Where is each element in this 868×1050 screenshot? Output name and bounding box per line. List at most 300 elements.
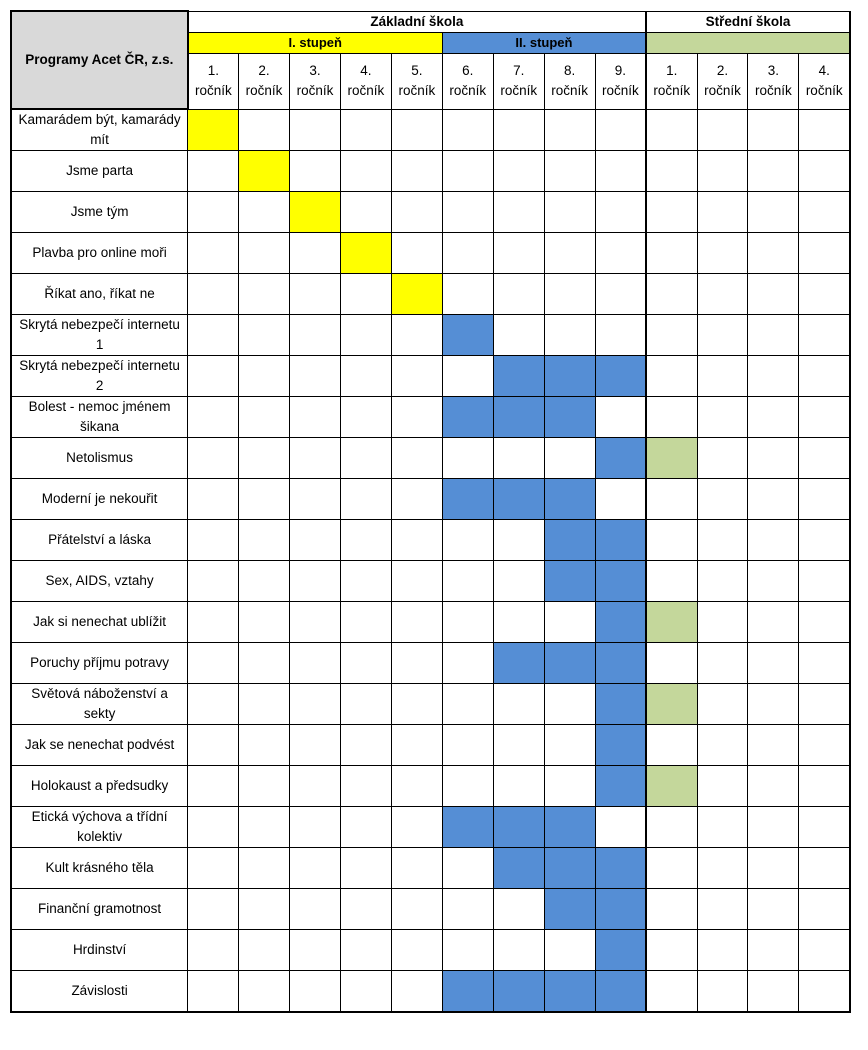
- grade-cell-3: [290, 233, 341, 274]
- grade-cell-4: [340, 807, 391, 848]
- table-row: [11, 807, 850, 848]
- grade-cell-11: [697, 397, 748, 438]
- grade-cell-11: [697, 561, 748, 602]
- grade-cell-12: [748, 151, 799, 192]
- grade-cell-9: [595, 315, 646, 356]
- grade-header-6: 6. ročník: [442, 53, 493, 109]
- grade-cell-12: [748, 889, 799, 930]
- grade-cell-6: [442, 315, 493, 356]
- grade-cell-13: [799, 889, 850, 930]
- grade-cell-9: [595, 520, 646, 561]
- grade-cell-13: [799, 561, 850, 602]
- grade-cell-2: [239, 602, 290, 643]
- grade-cell-3: [290, 930, 341, 971]
- grade-cell-13: [799, 725, 850, 766]
- grade-cell-4: [340, 930, 391, 971]
- table-row: [11, 356, 850, 397]
- program-name: Skrytá nebezpečí internetu 1: [11, 315, 188, 356]
- grade-cell-11: [697, 766, 748, 807]
- grade-cell-11: [697, 233, 748, 274]
- grade-cell-13: [799, 643, 850, 684]
- grade-cell-1: [188, 479, 239, 520]
- grade-cell-9: [595, 643, 646, 684]
- grade-cell-8: [544, 274, 595, 315]
- program-name: Moderní je nekouřit: [11, 479, 188, 520]
- grade-cell-6: [442, 561, 493, 602]
- grade-cell-9: [595, 274, 646, 315]
- program-name: Skrytá nebezpečí internetu 2: [11, 356, 188, 397]
- grade-cell-3: [290, 971, 341, 1013]
- grade-cell-7: [493, 274, 544, 315]
- grade-cell-10: [646, 151, 697, 192]
- grade-cell-8: [544, 930, 595, 971]
- grade-header-4: 4. ročník: [340, 53, 391, 109]
- grade-cell-12: [748, 192, 799, 233]
- grade-cell-10: [646, 848, 697, 889]
- program-rows: [11, 109, 850, 1012]
- grade-cell-5: [391, 930, 442, 971]
- grade-header-5: 5. ročník: [391, 53, 442, 109]
- table-row: [11, 109, 850, 151]
- grade-cell-8: [544, 807, 595, 848]
- grade-cell-10: [646, 233, 697, 274]
- grade-cell-6: [442, 274, 493, 315]
- grade-cell-12: [748, 438, 799, 479]
- table-row: [11, 192, 850, 233]
- program-name: Hrdinství: [11, 930, 188, 971]
- grade-cell-8: [544, 233, 595, 274]
- school-stredni: Střední škola: [646, 11, 850, 32]
- grade-cell-2: [239, 520, 290, 561]
- grade-header-11: 2. ročník: [697, 53, 748, 109]
- grade-cell-9: [595, 766, 646, 807]
- grade-cell-8: [544, 766, 595, 807]
- grade-cell-3: [290, 889, 341, 930]
- grade-cell-10: [646, 479, 697, 520]
- grade-header-3: 3. ročník: [290, 53, 341, 109]
- table-row: [11, 274, 850, 315]
- grade-cell-13: [799, 766, 850, 807]
- grade-cell-12: [748, 930, 799, 971]
- grade-cell-2: [239, 192, 290, 233]
- grade-cell-13: [799, 151, 850, 192]
- grade-header-13: 4. ročník: [799, 53, 850, 109]
- grade-cell-12: [748, 315, 799, 356]
- grade-cell-4: [340, 725, 391, 766]
- grade-cell-11: [697, 602, 748, 643]
- grade-cell-4: [340, 848, 391, 889]
- table-row: [11, 602, 850, 643]
- program-name: Bolest - nemoc jménem šikana: [11, 397, 188, 438]
- program-name: Přátelství a láska: [11, 520, 188, 561]
- grade-cell-6: [442, 930, 493, 971]
- grade-cell-7: [493, 520, 544, 561]
- table-row: [11, 848, 850, 889]
- grade-cell-13: [799, 930, 850, 971]
- grade-cell-11: [697, 643, 748, 684]
- grade-cell-4: [340, 971, 391, 1013]
- grade-cell-10: [646, 274, 697, 315]
- program-name: Finanční gramotnost: [11, 889, 188, 930]
- grade-cell-1: [188, 315, 239, 356]
- table-row: [11, 438, 850, 479]
- grade-cell-1: [188, 930, 239, 971]
- school-zakladni: Základní škola: [188, 11, 646, 32]
- grade-cell-11: [697, 684, 748, 725]
- grade-cell-12: [748, 561, 799, 602]
- table-row: [11, 315, 850, 356]
- grade-cell-3: [290, 848, 341, 889]
- grade-cell-3: [290, 397, 341, 438]
- grade-cell-11: [697, 889, 748, 930]
- program-name: Světová náboženství a sekty: [11, 684, 188, 725]
- grade-cell-2: [239, 889, 290, 930]
- grade-cell-11: [697, 971, 748, 1013]
- grade-cell-10: [646, 561, 697, 602]
- grade-cell-10: [646, 192, 697, 233]
- grade-cell-3: [290, 684, 341, 725]
- grade-cell-13: [799, 274, 850, 315]
- grade-cell-7: [493, 807, 544, 848]
- grade-cell-6: [442, 109, 493, 151]
- grade-cell-13: [799, 971, 850, 1013]
- grade-cell-11: [697, 930, 748, 971]
- grade-cell-11: [697, 438, 748, 479]
- grade-cell-7: [493, 971, 544, 1013]
- grade-cell-13: [799, 602, 850, 643]
- grade-cell-7: [493, 725, 544, 766]
- grade-cell-5: [391, 315, 442, 356]
- grade-cell-1: [188, 561, 239, 602]
- grade-cell-12: [748, 356, 799, 397]
- grade-cell-7: [493, 192, 544, 233]
- grade-cell-1: [188, 971, 239, 1013]
- grade-cell-6: [442, 766, 493, 807]
- grade-cell-3: [290, 274, 341, 315]
- grade-cell-8: [544, 109, 595, 151]
- grade-cell-5: [391, 438, 442, 479]
- grade-cell-2: [239, 479, 290, 520]
- grade-cell-8: [544, 684, 595, 725]
- grade-cell-1: [188, 684, 239, 725]
- grade-cell-5: [391, 725, 442, 766]
- grade-cell-2: [239, 233, 290, 274]
- grade-cell-10: [646, 438, 697, 479]
- grade-cell-7: [493, 930, 544, 971]
- grade-header-2: 2. ročník: [239, 53, 290, 109]
- grade-cell-7: [493, 889, 544, 930]
- grade-cell-2: [239, 766, 290, 807]
- table-row: [11, 725, 850, 766]
- grade-cell-3: [290, 602, 341, 643]
- grade-cell-12: [748, 602, 799, 643]
- grade-cell-9: [595, 807, 646, 848]
- table-row: [11, 889, 850, 930]
- table-row: [11, 479, 850, 520]
- grade-cell-8: [544, 151, 595, 192]
- grade-cell-2: [239, 438, 290, 479]
- table-title: Programy Acet ČR, z.s.: [11, 11, 188, 109]
- grade-cell-5: [391, 151, 442, 192]
- grade-cell-3: [290, 561, 341, 602]
- grade-cell-5: [391, 520, 442, 561]
- grade-cell-3: [290, 725, 341, 766]
- program-name: Etická výchova a třídní kolektiv: [11, 807, 188, 848]
- grade-cell-8: [544, 315, 595, 356]
- grade-cell-6: [442, 848, 493, 889]
- grade-cell-4: [340, 109, 391, 151]
- grade-cell-11: [697, 848, 748, 889]
- grade-cell-12: [748, 766, 799, 807]
- grade-cell-5: [391, 602, 442, 643]
- grade-cell-7: [493, 479, 544, 520]
- grade-cell-1: [188, 766, 239, 807]
- grade-cell-4: [340, 520, 391, 561]
- grade-cell-6: [442, 725, 493, 766]
- grade-cell-6: [442, 192, 493, 233]
- grade-cell-4: [340, 684, 391, 725]
- grade-cell-3: [290, 315, 341, 356]
- grade-cell-3: [290, 438, 341, 479]
- grade-cell-13: [799, 192, 850, 233]
- grade-cell-12: [748, 725, 799, 766]
- program-name: Jak si nenechat ublížit: [11, 602, 188, 643]
- grade-cell-5: [391, 766, 442, 807]
- grade-cell-12: [748, 109, 799, 151]
- grade-cell-10: [646, 520, 697, 561]
- grade-cell-3: [290, 807, 341, 848]
- grade-cell-3: [290, 151, 341, 192]
- grade-cell-1: [188, 151, 239, 192]
- grade-cell-5: [391, 397, 442, 438]
- grade-cell-7: [493, 151, 544, 192]
- grade-cell-2: [239, 971, 290, 1013]
- grade-cell-4: [340, 602, 391, 643]
- grade-cell-5: [391, 848, 442, 889]
- grade-cell-10: [646, 725, 697, 766]
- grade-cell-13: [799, 807, 850, 848]
- table-row: [11, 643, 850, 684]
- stage-secondary: [646, 32, 850, 53]
- grade-cell-5: [391, 192, 442, 233]
- grade-cell-9: [595, 109, 646, 151]
- grade-cell-5: [391, 807, 442, 848]
- grade-cell-1: [188, 438, 239, 479]
- grade-cell-7: [493, 684, 544, 725]
- grade-cell-11: [697, 192, 748, 233]
- grade-cell-4: [340, 561, 391, 602]
- grade-cell-12: [748, 520, 799, 561]
- grade-cell-7: [493, 848, 544, 889]
- grade-cell-4: [340, 315, 391, 356]
- grade-cell-13: [799, 109, 850, 151]
- grade-cell-3: [290, 109, 341, 151]
- grade-cell-13: [799, 397, 850, 438]
- grade-cell-9: [595, 561, 646, 602]
- grade-cell-4: [340, 274, 391, 315]
- grade-cell-4: [340, 192, 391, 233]
- stage-second: II. stupeň: [442, 32, 646, 53]
- grade-header-9: 9. ročník: [595, 53, 646, 109]
- grade-cell-4: [340, 438, 391, 479]
- grade-cell-4: [340, 479, 391, 520]
- grade-cell-13: [799, 848, 850, 889]
- school-header-row: [11, 11, 850, 32]
- grade-cell-10: [646, 889, 697, 930]
- grade-cell-7: [493, 643, 544, 684]
- grade-cell-1: [188, 397, 239, 438]
- program-name: Holokaust a předsudky: [11, 766, 188, 807]
- grade-cell-10: [646, 643, 697, 684]
- program-name: Říkat ano, říkat ne: [11, 274, 188, 315]
- grade-cell-8: [544, 397, 595, 438]
- grade-cell-6: [442, 479, 493, 520]
- grade-cell-7: [493, 766, 544, 807]
- program-name: Sex, AIDS, vztahy: [11, 561, 188, 602]
- grade-cell-6: [442, 889, 493, 930]
- grade-header-8: 8. ročník: [544, 53, 595, 109]
- grade-cell-10: [646, 356, 697, 397]
- grade-cell-4: [340, 889, 391, 930]
- grade-cell-8: [544, 889, 595, 930]
- grade-cell-7: [493, 397, 544, 438]
- grade-cell-4: [340, 397, 391, 438]
- grade-cell-2: [239, 561, 290, 602]
- grade-cell-13: [799, 356, 850, 397]
- grade-cell-12: [748, 684, 799, 725]
- grade-cell-2: [239, 807, 290, 848]
- grade-cell-7: [493, 233, 544, 274]
- grade-header-12: 3. ročník: [748, 53, 799, 109]
- grade-header-7: 7. ročník: [493, 53, 544, 109]
- grade-cell-8: [544, 561, 595, 602]
- grade-cell-3: [290, 643, 341, 684]
- grade-cell-8: [544, 356, 595, 397]
- grade-cell-8: [544, 602, 595, 643]
- grade-cell-12: [748, 233, 799, 274]
- grade-cell-5: [391, 233, 442, 274]
- grade-cell-11: [697, 151, 748, 192]
- grade-cell-6: [442, 438, 493, 479]
- grade-cell-5: [391, 561, 442, 602]
- grade-cell-7: [493, 602, 544, 643]
- grade-cell-8: [544, 192, 595, 233]
- grade-cell-10: [646, 397, 697, 438]
- grade-cell-8: [544, 479, 595, 520]
- grade-cell-9: [595, 930, 646, 971]
- grade-cell-3: [290, 766, 341, 807]
- grade-cell-2: [239, 848, 290, 889]
- table-row: [11, 930, 850, 971]
- grade-cell-13: [799, 520, 850, 561]
- grade-cell-1: [188, 807, 239, 848]
- grade-cell-6: [442, 520, 493, 561]
- grade-cell-3: [290, 192, 341, 233]
- program-grid: [10, 10, 851, 1013]
- table-row: [11, 561, 850, 602]
- grade-cell-8: [544, 725, 595, 766]
- grade-cell-1: [188, 356, 239, 397]
- table-row: [11, 766, 850, 807]
- grade-cell-6: [442, 151, 493, 192]
- grade-cell-12: [748, 643, 799, 684]
- grade-cell-5: [391, 889, 442, 930]
- grade-cell-4: [340, 766, 391, 807]
- grade-cell-8: [544, 438, 595, 479]
- grade-cell-4: [340, 151, 391, 192]
- grade-cell-9: [595, 356, 646, 397]
- grade-cell-13: [799, 438, 850, 479]
- grade-cell-7: [493, 315, 544, 356]
- grade-cell-1: [188, 109, 239, 151]
- grade-cell-13: [799, 315, 850, 356]
- grade-cell-6: [442, 643, 493, 684]
- grade-cell-2: [239, 725, 290, 766]
- program-name: Kult krásného těla: [11, 848, 188, 889]
- grade-cell-7: [493, 561, 544, 602]
- grade-cell-9: [595, 725, 646, 766]
- grade-cell-5: [391, 274, 442, 315]
- table-row: [11, 971, 850, 1013]
- program-name: Jsme tým: [11, 192, 188, 233]
- program-name: Jak se nenechat podvést: [11, 725, 188, 766]
- table-row: [11, 233, 850, 274]
- grade-cell-10: [646, 602, 697, 643]
- grade-cell-5: [391, 356, 442, 397]
- grade-cell-10: [646, 109, 697, 151]
- program-name: Kamarádem být, kamarády mít: [11, 109, 188, 151]
- grade-cell-5: [391, 479, 442, 520]
- grade-cell-9: [595, 192, 646, 233]
- grade-cell-10: [646, 930, 697, 971]
- grade-cell-13: [799, 684, 850, 725]
- grade-header-10: 1. ročník: [646, 53, 697, 109]
- grade-cell-2: [239, 356, 290, 397]
- grade-cell-1: [188, 192, 239, 233]
- grade-cell-2: [239, 397, 290, 438]
- grade-cell-2: [239, 643, 290, 684]
- grade-cell-2: [239, 315, 290, 356]
- grade-cell-1: [188, 602, 239, 643]
- table-row: [11, 684, 850, 725]
- grade-cell-1: [188, 725, 239, 766]
- grade-cell-9: [595, 971, 646, 1013]
- grade-cell-1: [188, 643, 239, 684]
- program-name: Plavba pro online moři: [11, 233, 188, 274]
- grade-cell-2: [239, 274, 290, 315]
- grade-cell-11: [697, 807, 748, 848]
- grade-cell-4: [340, 356, 391, 397]
- program-table: [10, 10, 851, 1013]
- grade-cell-10: [646, 807, 697, 848]
- program-name: Poruchy příjmu potravy: [11, 643, 188, 684]
- grade-cell-5: [391, 643, 442, 684]
- table-row: [11, 397, 850, 438]
- program-name: Jsme parta: [11, 151, 188, 192]
- table-row: [11, 151, 850, 192]
- grade-cell-9: [595, 848, 646, 889]
- grade-cell-9: [595, 438, 646, 479]
- grade-cell-12: [748, 848, 799, 889]
- grade-cell-1: [188, 520, 239, 561]
- grade-cell-8: [544, 971, 595, 1013]
- grade-cell-1: [188, 848, 239, 889]
- grade-cell-7: [493, 438, 544, 479]
- grade-cell-5: [391, 684, 442, 725]
- grade-cell-9: [595, 479, 646, 520]
- grade-cell-10: [646, 971, 697, 1013]
- grade-cell-9: [595, 889, 646, 930]
